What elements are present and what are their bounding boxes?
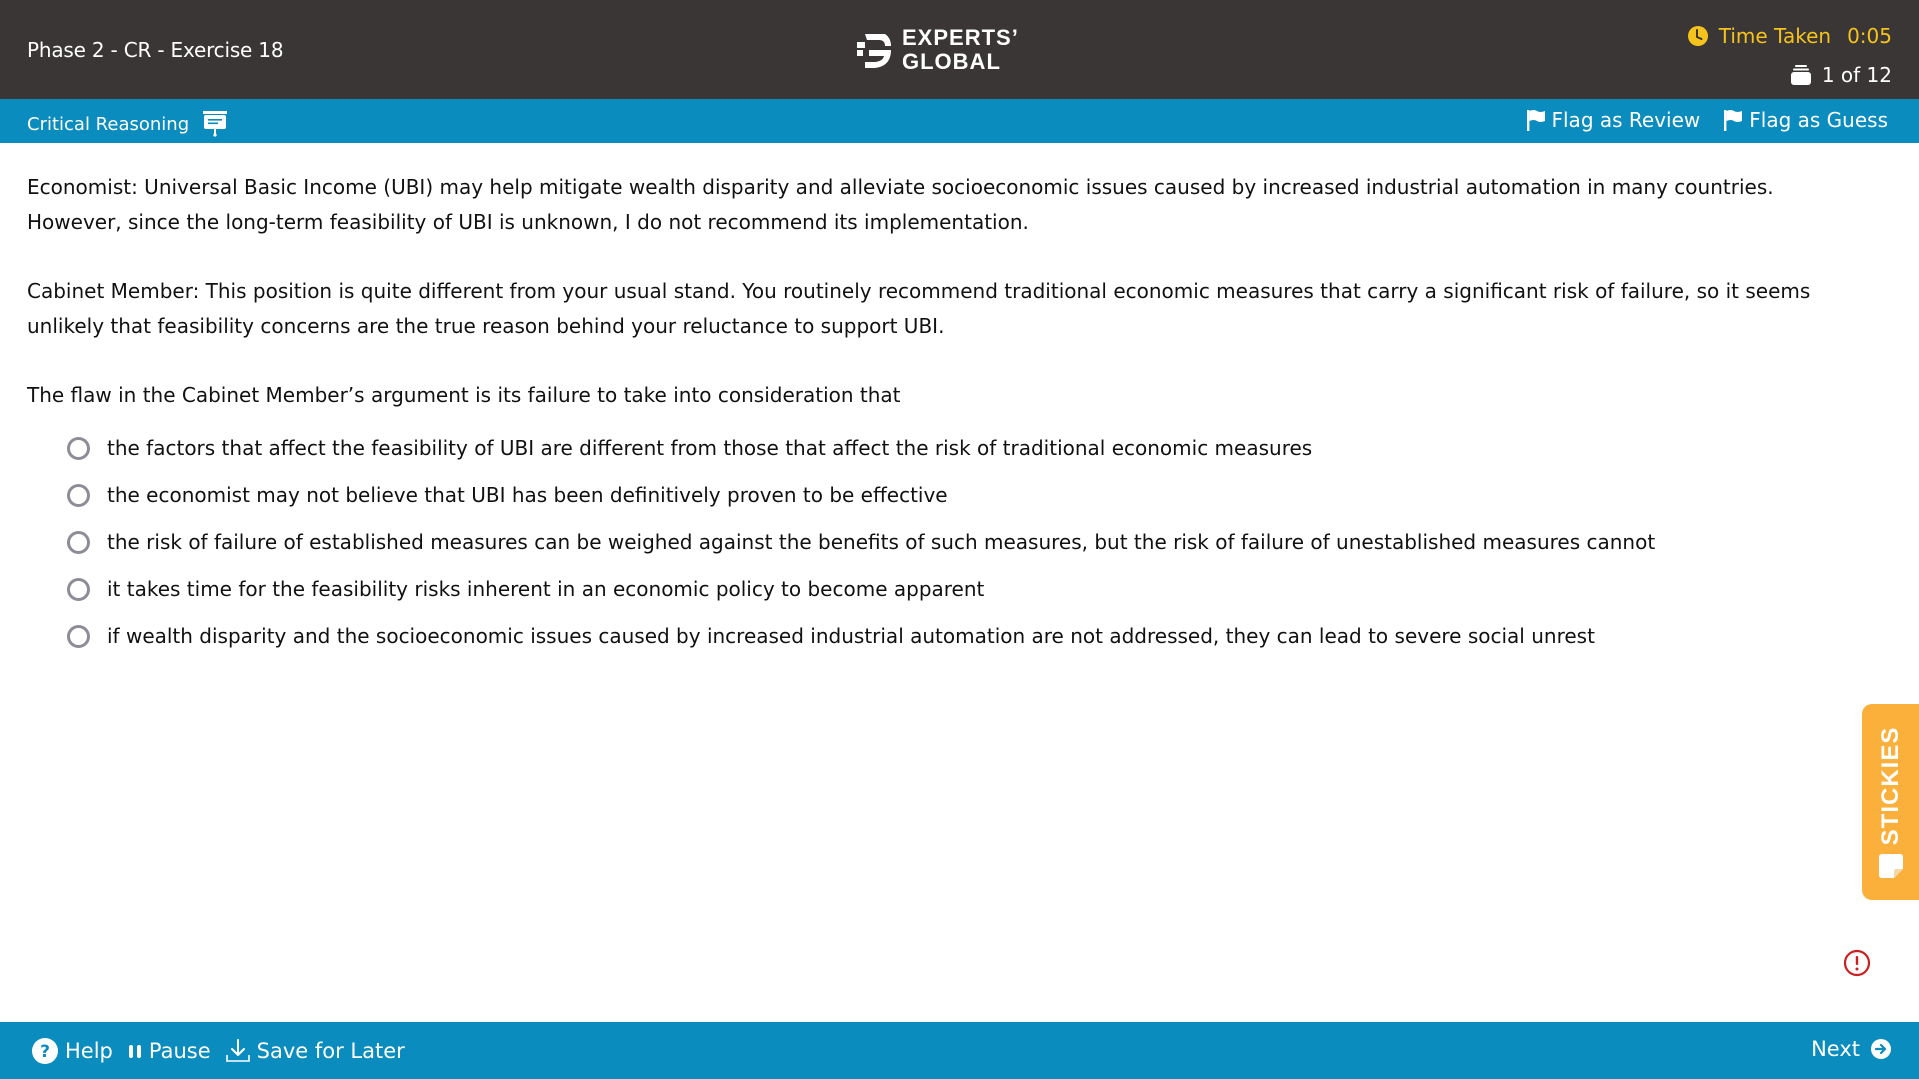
answer-option-a[interactable] [67,425,1872,472]
top-header [0,0,1919,99]
logo-line-1: EXPERTS’ [902,25,1019,50]
stack-icon [1790,64,1812,86]
counter-text: 1 of 12 [1821,63,1892,87]
time-value: 0:05 [1847,24,1892,48]
flag-guess-label: Flag as Guess [1749,108,1888,132]
option-text: it takes time for the feasibility risks inherent in an economic policy to become apparent [107,577,985,601]
download-icon [225,1038,251,1064]
save-for-later-button[interactable] [225,1038,405,1064]
time-label: Time Taken [1718,24,1832,48]
experts-global-logo [855,26,1019,74]
arrow-right-circle-icon [1870,1038,1892,1060]
help-button[interactable] [31,1037,113,1065]
question-content [27,170,1872,660]
option-text: the economist may not believe that UBI has been definitively proven to be effective [107,483,948,507]
clock-icon [1687,25,1709,47]
help-label: Help [65,1039,113,1063]
bottom-left-actions [31,1037,405,1065]
radio-button[interactable] [67,437,90,460]
radio-button[interactable] [67,531,90,554]
flag-as-guess-button[interactable] [1724,108,1888,132]
radio-button[interactable] [67,625,90,648]
pause-label: Pause [148,1039,211,1063]
logo-line-2: GLOBAL [902,49,1001,74]
stickies-tab[interactable] [1862,704,1919,900]
section-label: Critical Reasoning [27,113,190,135]
flag-review-label: Flag as Review [1551,108,1701,132]
save-for-later-label: Save for Later [256,1039,405,1063]
option-text: the risk of failure of established measures can be weighed against the benefits of such measures, but the risk of failure of unestablished measures cannot [107,530,1656,554]
next-label: Next [1811,1037,1860,1061]
presentation-board-icon[interactable] [203,111,227,137]
answer-option-e[interactable] [67,613,1872,660]
flag-actions [1527,108,1889,132]
flag-icon [1527,109,1545,131]
passage-cabinet-member: Cabinet Member: This position is quite different from your usual stand. You routinely recommend traditional economic measures that carry a significant risk of failure, so it seems unlikely that feasibility concerns are the true reason behind your reluctance to support UBI. [27,279,1811,338]
radio-button[interactable] [67,578,90,601]
help-circle-icon [31,1037,59,1065]
answer-option-d[interactable] [67,566,1872,613]
stickies-label: STICKIES [1876,726,1904,846]
sticky-note-icon [1877,852,1905,880]
answer-option-b[interactable] [67,472,1872,519]
pause-icon [127,1042,143,1060]
section-bar [0,99,1919,143]
flag-icon [1724,109,1742,131]
pause-button[interactable] [127,1039,211,1063]
option-text: the factors that affect the feasibility of UBI are different from those that affect the risk of traditional economic measures [107,436,1313,460]
question-counter [1790,63,1892,87]
svg-text:?: ? [40,1042,50,1062]
flag-as-review-button[interactable] [1527,108,1701,132]
time-taken [1687,24,1892,48]
bottom-toolbar [0,1022,1919,1079]
exercise-title: Phase 2 - CR - Exercise 18 [27,38,284,62]
option-text: if wealth disparity and the socioeconomic issues caused by increased industrial automation are not addressed, they can lead to severe social unrest [107,624,1595,648]
answer-option-c[interactable] [67,519,1872,566]
next-button[interactable] [1811,1037,1892,1061]
question-stem: The flaw in the Cabinet Member’s argument is its failure to take into consideration that [27,383,901,407]
section-name [27,111,227,137]
alert-circle-icon[interactable] [1843,949,1871,977]
answer-options [67,425,1872,660]
logo-mark-icon [855,28,893,72]
passage-economist: Economist: Universal Basic Income (UBI) may help mitigate wealth disparity and alleviate socioeconomic issues caused by increased industrial automation in many countries. However, since the long-term feasibility of UBI is unknown, I do not recommend its implementation. [27,175,1774,234]
radio-button[interactable] [67,484,90,507]
